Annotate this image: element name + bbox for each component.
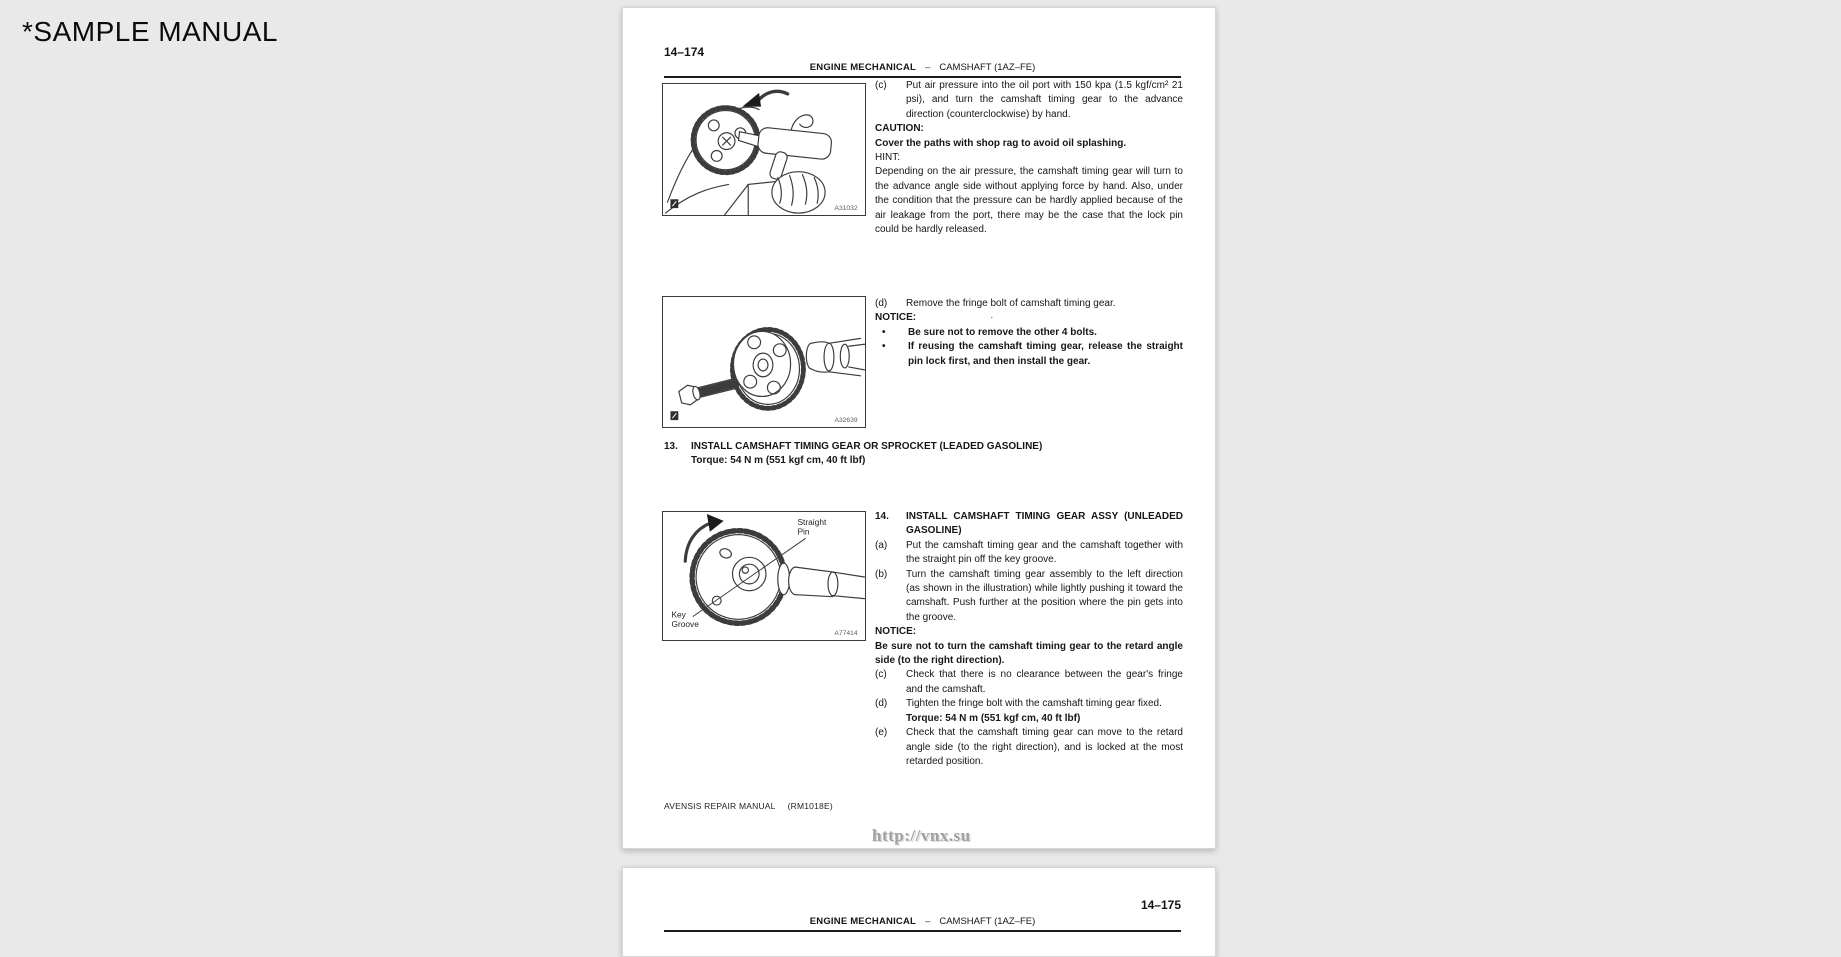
label-straight-pin: Pin	[797, 526, 810, 537]
vnx-watermark: http://vnx.su	[872, 826, 971, 845]
item-13	[664, 440, 1186, 469]
bullet-icon: •	[882, 341, 886, 353]
caution-label: CAUTION:	[875, 123, 924, 135]
bullet-text: Be sure not to remove the other 4 bolts.	[908, 326, 1097, 338]
step-tag: (a)	[875, 539, 888, 551]
header-dash: –	[925, 916, 931, 927]
label-straight-pin: Straight	[797, 516, 827, 527]
step-tag: (d)	[875, 698, 888, 710]
header-subsection: CAMSHAFT (1AZ–FE)	[939, 62, 1036, 73]
header-section: ENGINE MECHANICAL	[809, 916, 917, 927]
figure-straight-pin-key-groove	[662, 511, 866, 641]
step-text: Put air pressure into the oil port with 150 kpa (1.5 kgf/cm² 21 psi), and turn the camshaft timing gear to the advance direction (counterclockwise) by hand.	[906, 80, 1183, 120]
figure-air-pressure-illustration	[663, 84, 865, 215]
item-title: INSTALL CAMSHAFT TIMING GEAR OR SPROCKET (LEADED GASOLINE)	[691, 441, 1043, 452]
figure-stamp-icon	[670, 411, 678, 420]
step-c2	[875, 668, 1183, 697]
figure-air-pressure-gear	[662, 83, 866, 216]
notice-label: NOTICE:	[875, 626, 917, 638]
step-text: Check that there is no clearance between the gear's fringe and the camshaft.	[906, 669, 1183, 695]
step-tag: (c)	[875, 80, 887, 91]
header-dash: –	[925, 62, 931, 73]
item-title: INSTALL CAMSHAFT TIMING GEAR ASSY (UNLEADED GASOLINE)	[906, 511, 1183, 537]
scan-dot-artifact: ·	[990, 312, 994, 324]
step-c	[875, 79, 1183, 122]
page-header	[664, 916, 1181, 932]
figure-sprocket-illustration	[663, 512, 865, 640]
caution-text: Cover the paths with shop rag to avoid oil splashing.	[875, 137, 1127, 149]
step-d	[875, 297, 1183, 311]
bullet-icon: •	[882, 326, 886, 338]
item-14	[875, 510, 1183, 769]
item-number: 13.	[664, 441, 678, 452]
page-number: 14–175	[1140, 898, 1181, 912]
label-key-groove: Groove	[671, 619, 699, 630]
sample-manual-watermark: *SAMPLE MANUAL	[22, 16, 278, 47]
figure-gear-bolt-camshaft	[662, 296, 866, 428]
item-torque: Torque: 54 N m (551 kgf cm, 40 ft lbf)	[691, 455, 866, 467]
step-text: Tighten the fringe bolt with the camshaft timing gear fixed.	[906, 698, 1162, 710]
header-section: ENGINE MECHANICAL	[809, 62, 917, 73]
step-text: Remove the fringe bolt of camshaft timing gear.	[906, 298, 1116, 309]
notice-bullet	[875, 340, 1183, 369]
step-text: Turn the camshaft timing gear assembly to the left direction (as shown in the illustration) while lightly pushing it toward the camshaft. Push further at the position where the pin gets into the groove.	[906, 568, 1183, 623]
figure-id: A77414	[834, 630, 858, 638]
header-subsection: CAMSHAFT (1AZ–FE)	[939, 916, 1036, 927]
figure-id: A32639	[834, 417, 858, 425]
notice-bullet	[875, 326, 1183, 340]
step-tag: (e)	[875, 727, 888, 739]
step-d2	[875, 697, 1183, 726]
step-a	[875, 539, 1183, 568]
hint-text: Depending on the air pressure, the camshaft timing gear will turn to the advance angle side without applying force by hand. Also, under the condition that the pressure can be hardly applied because of the air leakage from the port, there may be the case that the lock pin could be hardly released.	[875, 166, 1183, 236]
text-block-step-c	[875, 79, 1183, 237]
bullet-text: If reusing the camshaft timing gear, release the straight pin lock first, and then install the gear.	[908, 341, 1183, 367]
text-block-step-d	[875, 297, 1183, 369]
figure-stamp-icon	[670, 199, 678, 208]
step-text: Check that the camshaft timing gear can move to the retard angle side (to the right direction), and is locked at the most retarded position.	[906, 727, 1183, 767]
step-tag: (d)	[875, 298, 888, 309]
step-torque: Torque: 54 N m (551 kgf cm, 40 ft lbf)	[906, 712, 1081, 724]
rotation-arrow-icon	[757, 91, 788, 101]
step-b	[875, 568, 1183, 626]
step-tag: (b)	[875, 568, 888, 580]
manual-page-174	[622, 7, 1216, 849]
step-text: Put the camshaft timing gear and the camshaft together with the straight pin off the key groove.	[906, 539, 1183, 566]
notice-label-row	[875, 311, 1183, 325]
item-number: 14.	[875, 511, 889, 522]
notice-label: NOTICE:	[875, 312, 917, 324]
figure-exploded-view-illustration	[663, 297, 865, 427]
manual-page-175	[622, 867, 1216, 957]
page-number: 14–174	[664, 45, 705, 59]
page-header	[664, 62, 1181, 78]
repair-manual-footer	[664, 801, 833, 811]
hint-label: HINT:	[875, 152, 900, 164]
footer-title: AVENSIS REPAIR MANUAL	[664, 801, 776, 811]
label-key-groove: Key	[671, 609, 686, 620]
step-tag: (c)	[875, 669, 887, 681]
figure-id: A31032	[834, 205, 858, 213]
notice-text: Be sure not to turn the camshaft timing gear to the retard angle side (to the right direction).	[875, 640, 1183, 667]
step-e	[875, 726, 1183, 769]
footer-code: (RM1018E)	[787, 801, 833, 811]
